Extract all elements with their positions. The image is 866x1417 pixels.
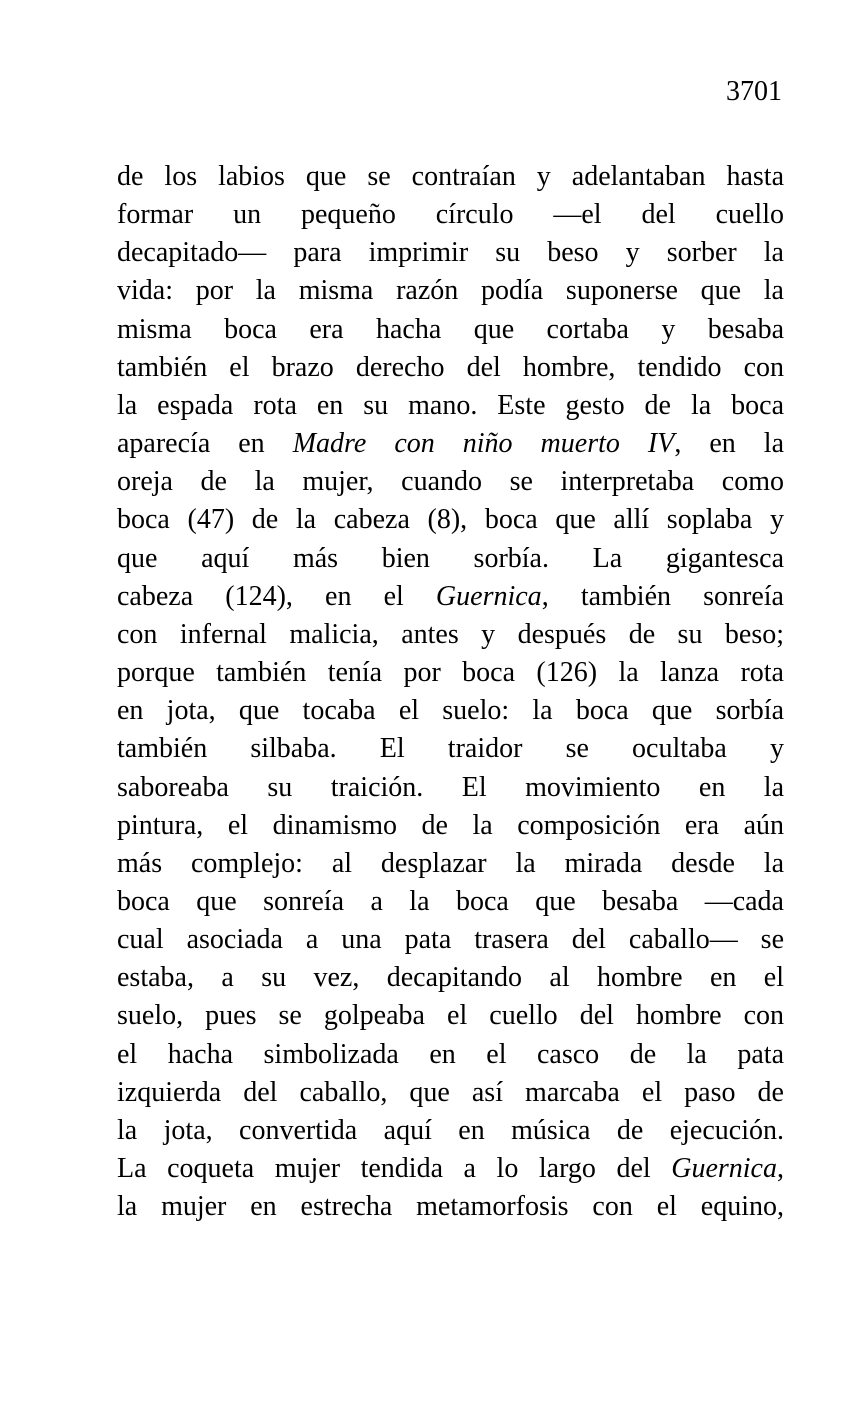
text-line	[117, 845, 784, 883]
text-segment: saboreaba su traición. El movimiento en la	[117, 771, 784, 803]
text-line	[117, 1188, 784, 1226]
text-segment: izquierda del caballo, que así marcaba el paso de	[117, 1076, 784, 1108]
text-line	[117, 616, 784, 654]
text-line	[117, 654, 784, 692]
text-line	[117, 692, 784, 730]
text-segment: pintura, el dinamismo de la composición era aún	[117, 809, 784, 841]
text-line	[117, 272, 784, 310]
text-line	[117, 425, 784, 463]
text-segment: estaba, a su vez, decapitando al hombre en el	[117, 962, 784, 994]
text-line	[117, 1074, 784, 1112]
text-line	[117, 349, 784, 387]
page-number: 3701	[726, 76, 782, 107]
text-segment: con infernal malicia, antes y después de su beso;	[117, 618, 784, 650]
text-segment: cabeza (124), en el	[117, 580, 436, 612]
text-line	[117, 959, 784, 997]
text-line	[117, 540, 784, 578]
text-line	[117, 883, 784, 921]
text-segment: formar un pequeño círculo —el del cuello	[117, 199, 784, 231]
text-segment: en jota, que tocaba el suelo: la boca que sorbía	[117, 695, 784, 727]
text-segment: el hacha simbolizada en el casco de la pata	[117, 1038, 784, 1070]
text-line	[117, 807, 784, 845]
text-segment: ,	[777, 1153, 784, 1185]
text-segment: La coqueta mujer tendida a lo largo del	[117, 1153, 672, 1185]
text-line	[117, 921, 784, 959]
text-segment: la mujer en estrecha metamorfosis con el equino,	[117, 1191, 784, 1223]
text-line	[117, 730, 784, 768]
italic-title-text: Guernica	[435, 580, 542, 612]
text-segment: la espada rota en su mano. Este gesto de la boca	[117, 389, 784, 421]
text-line	[117, 234, 784, 272]
text-line	[117, 1036, 784, 1074]
text-segment: oreja de la mujer, cuando se interpretaba como	[117, 466, 784, 498]
text-line	[117, 1150, 784, 1188]
text-segment: también silbaba. El traidor se ocultaba y	[117, 733, 784, 765]
text-line	[117, 311, 784, 349]
body-text	[117, 158, 784, 1226]
text-line	[117, 387, 784, 425]
italic-title-text: Madre con niño muerto IV	[292, 428, 675, 460]
text-segment: de los labios que se contraían y adelantaban hasta	[117, 161, 784, 192]
text-segment: más complejo: al desplazar la mirada desde la	[117, 847, 784, 879]
text-segment: boca que sonreía a la boca que besaba —cada	[117, 885, 784, 917]
text-segment: , también sonreía	[541, 580, 784, 612]
text-segment: misma boca era hacha que cortaba y besaba	[117, 313, 784, 345]
text-segment: la jota, convertida aquí en música de ejecución.	[117, 1114, 784, 1146]
text-segment: vida: por la misma razón podía suponerse que la	[117, 275, 784, 307]
text-line	[117, 196, 784, 234]
text-line	[117, 501, 784, 539]
text-line	[117, 158, 784, 196]
text-line	[117, 578, 784, 616]
text-line	[117, 463, 784, 501]
text-line	[117, 769, 784, 807]
text-segment: , en la	[674, 428, 784, 460]
text-segment: decapitado— para imprimir su beso y sorber la	[117, 237, 784, 269]
text-segment: también el brazo derecho del hombre, tendido con	[117, 351, 784, 383]
text-segment: suelo, pues se golpeaba el cuello del hombre con	[117, 1000, 784, 1032]
text-segment: que aquí más bien sorbía. La gigantesca	[117, 542, 784, 574]
text-segment: porque también tenía por boca (126) la lanza rota	[117, 657, 784, 689]
text-segment: aparecía en	[117, 428, 293, 460]
text-segment: cual asociada a una pata trasera del caballo— se	[117, 924, 784, 956]
italic-title-text: Guernica	[671, 1153, 777, 1185]
text-segment: boca (47) de la cabeza (8), boca que allí soplaba y	[117, 504, 784, 536]
text-line	[117, 1112, 784, 1150]
text-line	[117, 997, 784, 1035]
